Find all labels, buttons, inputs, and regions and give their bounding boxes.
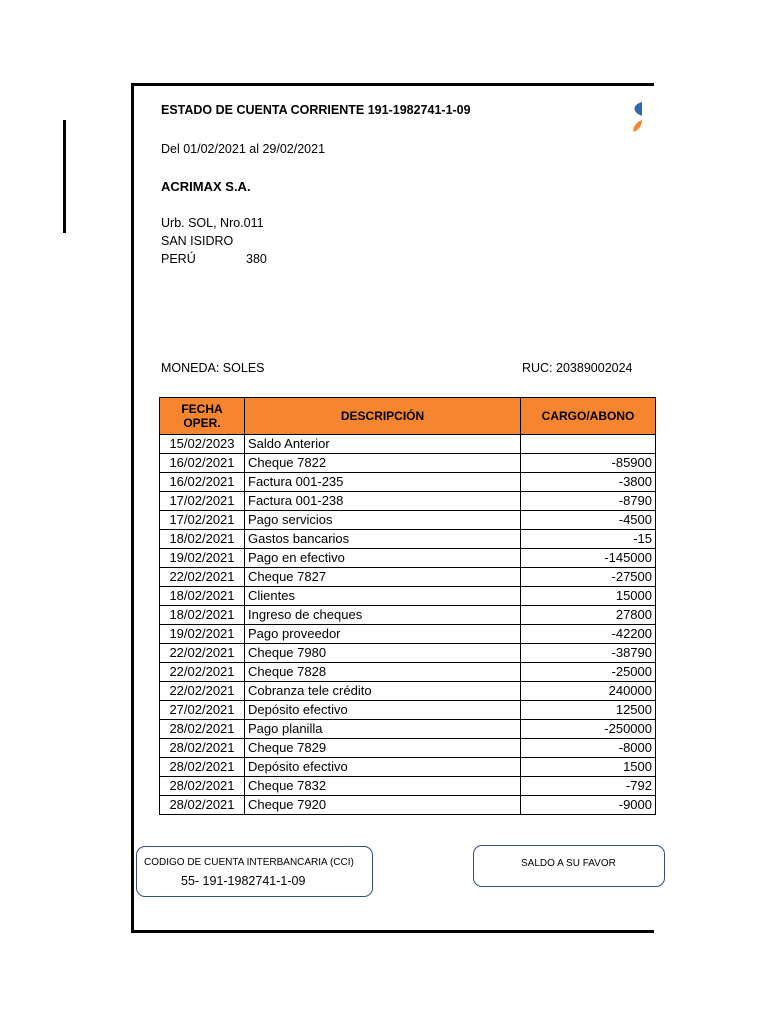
table-row xyxy=(160,435,656,454)
row-amount: -38790 xyxy=(521,644,656,663)
table-row xyxy=(160,720,656,739)
table-row xyxy=(160,492,656,511)
table-row xyxy=(160,758,656,777)
row-description: Cheque 7920 xyxy=(245,796,521,815)
header-date: FECHA OPER. xyxy=(160,398,245,435)
row-amount: 27800 xyxy=(521,606,656,625)
row-amount: -8790 xyxy=(521,492,656,511)
cci-label: CODIGO DE CUENTA INTERBANCARIA (CCI) xyxy=(144,857,354,868)
row-amount: -145000 xyxy=(521,549,656,568)
row-description: Pago proveedor xyxy=(245,625,521,644)
row-date: 18/02/2021 xyxy=(160,606,245,625)
bank-logo-icon xyxy=(628,100,650,134)
row-amount: -250000 xyxy=(521,720,656,739)
row-date: 17/02/2021 xyxy=(160,492,245,511)
row-amount: -27500 xyxy=(521,568,656,587)
row-date: 18/02/2021 xyxy=(160,587,245,606)
row-description: Pago planilla xyxy=(245,720,521,739)
row-date: 16/02/2021 xyxy=(160,454,245,473)
row-amount: -42200 xyxy=(521,625,656,644)
row-description: Cheque 7980 xyxy=(245,644,521,663)
header-amount: CARGO/ABONO xyxy=(521,398,656,435)
row-amount: -25000 xyxy=(521,663,656,682)
address-line1: Urb. SOL, Nro.011 xyxy=(161,216,264,230)
saldo-label: SALDO A SU FAVOR xyxy=(521,858,616,869)
table-row xyxy=(160,777,656,796)
row-description: Cheque 7829 xyxy=(245,739,521,758)
table-row xyxy=(160,549,656,568)
row-date: 16/02/2021 xyxy=(160,473,245,492)
row-date: 15/02/2023 xyxy=(160,435,245,454)
table-row xyxy=(160,796,656,815)
row-description: Cheque 7827 xyxy=(245,568,521,587)
table-header-row xyxy=(160,398,656,435)
saldo-box xyxy=(473,845,665,887)
row-amount: -15 xyxy=(521,530,656,549)
table-row xyxy=(160,473,656,492)
address-line2: SAN ISIDRO xyxy=(161,234,234,248)
statement-period: Del 01/02/2021 al 29/02/2021 xyxy=(161,142,326,156)
row-amount: -792 xyxy=(521,777,656,796)
row-date: 17/02/2021 xyxy=(160,511,245,530)
row-amount xyxy=(521,435,656,454)
row-date: 18/02/2021 xyxy=(160,530,245,549)
ruc-label: RUC: 20389002024 xyxy=(522,361,633,375)
row-date: 28/02/2021 xyxy=(160,720,245,739)
row-description: Cheque 7828 xyxy=(245,663,521,682)
row-description: Cobranza tele crédito xyxy=(245,682,521,701)
row-description: Pago servicios xyxy=(245,511,521,530)
row-description: Clientes xyxy=(245,587,521,606)
table-row xyxy=(160,682,656,701)
table-row xyxy=(160,644,656,663)
row-description: Saldo Anterior xyxy=(245,435,521,454)
row-description: Pago en efectivo xyxy=(245,549,521,568)
address-country: PERÚ xyxy=(161,252,196,266)
row-date: 22/02/2021 xyxy=(160,682,245,701)
row-description: Gastos bancarios xyxy=(245,530,521,549)
row-amount: 240000 xyxy=(521,682,656,701)
table-row xyxy=(160,739,656,758)
table-row xyxy=(160,530,656,549)
row-amount: 15000 xyxy=(521,587,656,606)
transactions-table xyxy=(159,397,656,815)
row-description: Depósito efectivo xyxy=(245,758,521,777)
country-code: 380 xyxy=(246,252,267,266)
currency-label: MONEDA: SOLES xyxy=(161,361,265,375)
row-date: 28/02/2021 xyxy=(160,777,245,796)
row-description: Cheque 7832 xyxy=(245,777,521,796)
row-description: Cheque 7822 xyxy=(245,454,521,473)
table-row xyxy=(160,606,656,625)
table-body xyxy=(160,435,656,815)
row-amount: -9000 xyxy=(521,796,656,815)
row-date: 22/02/2021 xyxy=(160,663,245,682)
row-amount: -3800 xyxy=(521,473,656,492)
cci-box xyxy=(136,846,373,897)
row-date: 22/02/2021 xyxy=(160,644,245,663)
row-description: Depósito efectivo xyxy=(245,701,521,720)
row-amount: -85900 xyxy=(521,454,656,473)
company-name: ACRIMAX S.A. xyxy=(161,179,251,194)
row-date: 19/02/2021 xyxy=(160,549,245,568)
row-date: 28/02/2021 xyxy=(160,739,245,758)
statement-title: ESTADO DE CUENTA CORRIENTE 191-1982741-1-09 xyxy=(161,103,471,117)
row-date: 28/02/2021 xyxy=(160,758,245,777)
cci-value: 55- 191-1982741-1-09 xyxy=(181,874,306,888)
row-date: 28/02/2021 xyxy=(160,796,245,815)
table-row xyxy=(160,511,656,530)
header-description: DESCRIPCIÓN xyxy=(245,398,521,435)
row-amount: 1500 xyxy=(521,758,656,777)
table-row xyxy=(160,454,656,473)
table-row xyxy=(160,568,656,587)
row-date: 19/02/2021 xyxy=(160,625,245,644)
row-amount: -4500 xyxy=(521,511,656,530)
row-date: 27/02/2021 xyxy=(160,701,245,720)
row-amount: 12500 xyxy=(521,701,656,720)
table-row xyxy=(160,625,656,644)
row-date: 22/02/2021 xyxy=(160,568,245,587)
row-description: Factura 001-235 xyxy=(245,473,521,492)
table-row xyxy=(160,663,656,682)
row-description: Ingreso de cheques xyxy=(245,606,521,625)
row-description: Factura 001-238 xyxy=(245,492,521,511)
table-row xyxy=(160,587,656,606)
row-amount: -8000 xyxy=(521,739,656,758)
table-row xyxy=(160,701,656,720)
